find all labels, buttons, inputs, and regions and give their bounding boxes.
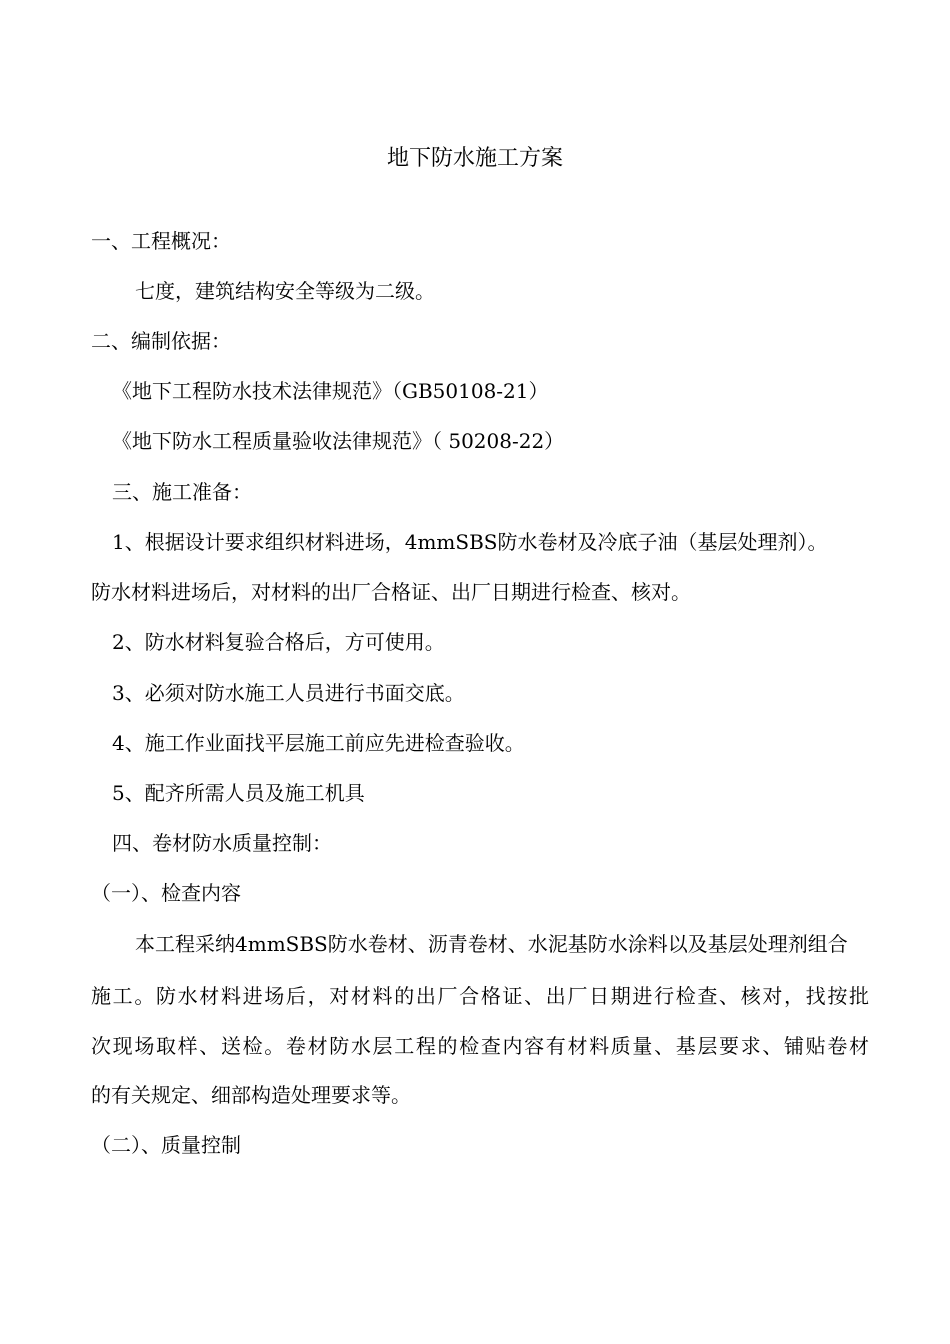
reference-item-2: 《地下防水工程质量验收法律规范》（ 50208-22） bbox=[112, 429, 565, 453]
reference-item-1: 《地下工程防水技术法律规范》（GB50108-21） bbox=[112, 379, 549, 403]
prep-item-1-line-2: 防水材料进场后，对材料的出厂合格证、出厂日期进行检查、核对。 bbox=[91, 580, 691, 604]
subsection-heading-quality: （二）、质量控制 bbox=[91, 1133, 241, 1157]
section-heading-basis: 二、编制依据： bbox=[91, 329, 231, 353]
inspection-paragraph-line-2: 施工。防水材料进场后，对材料的出厂合格证、出厂日期进行检查、核对，找按批 bbox=[91, 984, 869, 1008]
inspection-paragraph-line-3: 次现场取样、送检。卷材防水层工程的检查内容有材料质量、基层要求、铺贴卷材 bbox=[91, 1034, 869, 1058]
inspection-paragraph-line-1: 本工程采纳4mmSBS防水卷材、沥青卷材、水泥基防水涂料以及基层处理剂组合 bbox=[135, 932, 848, 956]
prep-item-5: 5、配齐所需人员及施工机具 bbox=[112, 781, 365, 805]
section-heading-preparation: 三、施工准备： bbox=[112, 480, 252, 504]
document-title: 地下防水施工方案 bbox=[386, 146, 563, 171]
prep-item-1-line-1: 1、根据设计要求组织材料进场，4mmSBS防水卷材及冷底子油（基层处理剂）。 bbox=[112, 530, 828, 554]
prep-item-4: 4、施工作业面找平层施工前应先进检查验收。 bbox=[112, 731, 525, 755]
overview-text: 七度，建筑结构安全等级为二级。 bbox=[135, 279, 435, 303]
prep-item-3: 3、必须对防水施工人员进行书面交底。 bbox=[112, 681, 465, 705]
inspection-paragraph-line-4: 的有关规定、细部构造处理要求等。 bbox=[91, 1083, 411, 1107]
prep-item-2: 2、防水材料复验合格后，方可使用。 bbox=[112, 630, 445, 654]
section-heading-overview: 一、工程概况： bbox=[91, 229, 231, 253]
subsection-heading-inspection: （一）、检查内容 bbox=[91, 881, 241, 905]
section-heading-quality-control: 四、卷材防水质量控制： bbox=[112, 831, 332, 855]
